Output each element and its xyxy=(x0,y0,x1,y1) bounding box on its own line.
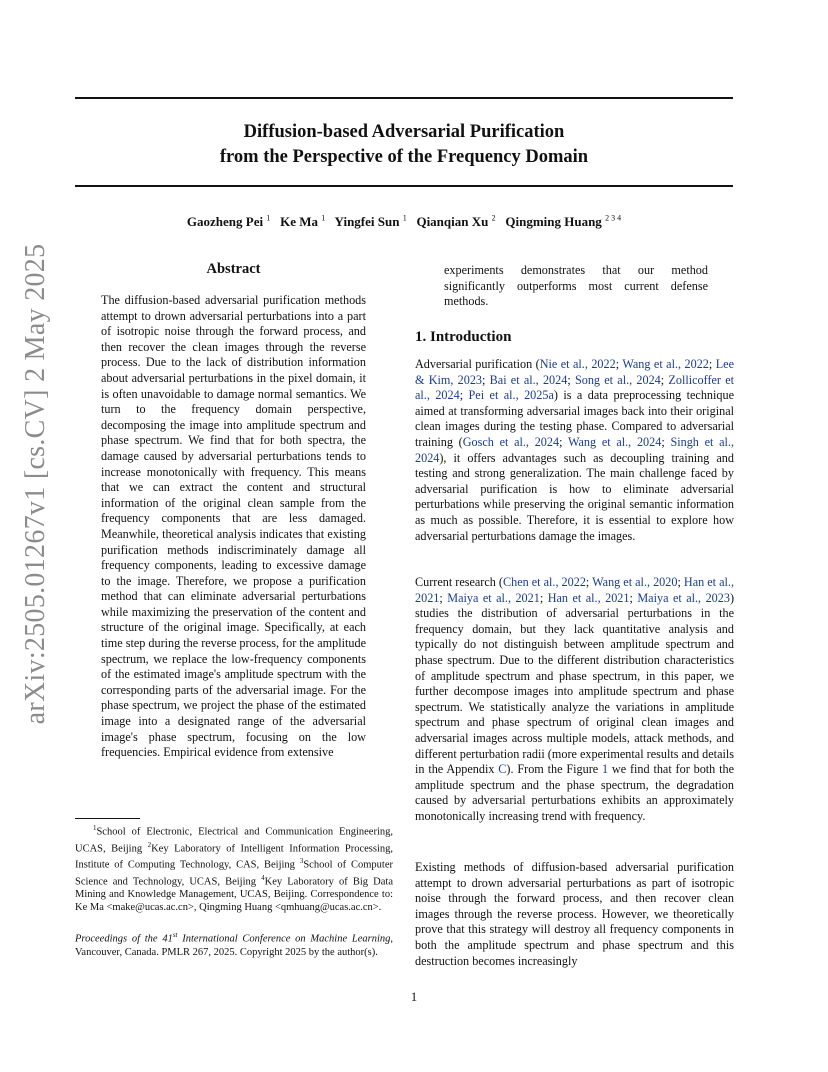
abstract-text: The diffusion-based adversarial purification methods attempt to drown adversarial perturbations into a part of isotropic noise through the forward process, and then recover the clean images through the reverse process. Due to the lack of distribution information about adversarial perturbations in the pixel domain, it is often unavoidable to damage normal semantics. We turn to the frequency domain perspective, decomposing the image into amplitude spectrum and phase spectrum. We find that for both spectra, the damage caused by adversarial perturbations tends to increase monotonically with frequency. This means that we can extract the content and structural information of the original clean sample from the frequency components that are less damaged. Meanwhile, theoretical analysis indicates that existing purification methods indiscriminately damage all frequency components, leading to excessive damage to the image. Therefore, we propose a purification method that can eliminate adversarial perturbations while maximizing the preservation of the content and structure of the original image. Specifically, at each time step during the reverse process, for the amplitude spectrum, we replace the low-frequency components of the estimated image's amplitude spectrum with the corresponding parts of the adversarial image. For the phase spectrum, we project the phase of the estimated image into a designated range of the adversarial image's phase spectrum, focusing on the low frequencies. Empirical evidence from extensive xyxy=(101,293,366,760)
appendix-link[interactable]: C xyxy=(498,762,507,777)
citation-link[interactable]: Song et al., 2024 xyxy=(574,372,661,387)
footnote-rule xyxy=(75,818,140,819)
author: Ke Ma $^1$ xyxy=(280,214,326,230)
citation-link[interactable]: Wang et al., 2024 xyxy=(567,434,662,449)
paper-title xyxy=(75,120,733,170)
citation-link[interactable]: Maiya et al., 2021 xyxy=(447,590,540,605)
citation-link[interactable]: Bai et al., 2024 xyxy=(489,372,568,387)
author: Gaozheng Pei $^1$ xyxy=(186,214,271,230)
title-line-2: from the Perspective of the Frequency Domain xyxy=(219,147,589,167)
proceedings-note: Proceedings of the 41st International Conference on Machine Learning, Vancouver, Canada. PMLR 267, 2025. Copyright 2025 by the author(s). xyxy=(75,931,393,958)
author: Qingming Huang $^{2 3 4}$ xyxy=(505,214,622,230)
citation-link[interactable]: Zollicoffer et al., 2024 xyxy=(415,372,734,403)
figure-link[interactable]: 1 xyxy=(602,762,609,777)
citation-link[interactable]: Wang et al., 2020 xyxy=(592,575,678,589)
affiliations-footnote: $^1$School of Electronic, Electrical and Communication Engineering, UCAS, Beijing $^2$Key Laboratory of Intelligent Information Processing, Institute of Computing Technology, CAS, Beijing $^3$School of Computer Science and Technology, UCAS, Beijing $^4$Key Laboratory of Big Data Mining and Knowledge Management, UCAS, Beijing. Correspondence to: Ke Ma <make@ucas.ac.cn>, Qingming Huang <qmhuang@ucas.ac.cn>. xyxy=(75,824,394,913)
author-list xyxy=(75,214,733,230)
citation-link[interactable]: Nie et al., 2022 xyxy=(539,357,616,371)
citation-link[interactable]: Wang et al., 2022 xyxy=(622,357,709,371)
section-heading-introduction: 1. Introduction xyxy=(415,329,512,345)
title-rule-bottom xyxy=(75,185,733,187)
abstract-continuation: experiments demonstrates that our method significantly outperforms most current defense methods. xyxy=(444,263,708,309)
title-rule-top xyxy=(75,97,733,99)
citation-link[interactable]: Pei et al., 2025a xyxy=(468,388,554,403)
citation-link[interactable]: Lee & Kim, 2023 xyxy=(415,357,734,387)
page-number: 1 xyxy=(410,990,418,1004)
author: Qianqian Xu $^2$ xyxy=(416,214,496,230)
title-line-1: Diffusion-based Adversarial Purification xyxy=(243,122,565,142)
abstract-body xyxy=(101,293,366,761)
author: Yingfei Sun $^1$ xyxy=(334,214,407,230)
abstract-heading: Abstract xyxy=(206,261,261,277)
citation-link[interactable]: Han et al., 2021 xyxy=(547,590,630,605)
arxiv-identifier: arXiv:2505.01267v1 [cs.CV] 2 May 2025 xyxy=(20,243,51,725)
intro-paragraph-1: Adversarial purification (Nie et al., 2022; Wang et al., 2022; Lee & Kim, 2023; Bai et al., 2024; Song et al., 2024; Zollicoffer et al., 2024; Pei et al., 2025a) is a data preprocessing technique aimed at transforming adversarial images back into their original clean images during the testing phase. Compared to adversarial training (Gosch et al., 2024; Wang et al., 2024; Singh et al., 2024), it offers advantages such as decoupling training and testing and strong generalization. The main challenge faced by adversarial purification is how to eliminate adversarial perturbations while preserving the original semantic information as much as possible. Therefore, it is essential to explore how adversarial perturbations damage the images. xyxy=(415,357,735,543)
citation-link[interactable]: Chen et al., 2022 xyxy=(502,575,586,589)
citation-link[interactable]: Maiya et al., 2023 xyxy=(637,590,730,605)
intro-paragraph-2: Current research (Chen et al., 2022; Wang et al., 2020; Han et al., 2021; Maiya et al., 2021; Han et al., 2021; Maiya et al., 2023) studies the distribution of adversarial perturbations in the frequency domain, but they lack quantitative analysis and typically do not distinguish between amplitude spectrum and phase spectrum. Due to the different distribution characteristics of amplitude spectrum and phase spectrum, in this paper, we further decompose images into amplitude spectrum and phase spectrum. We statistically analyze the variations in amplitude spectrum and phase spectrum of original clean images and adversarial images across multiple models, attack methods, and different perturbation radii (more experimental results and details in the Appendix C). From the Figure 1 we find that for both the amplitude spectrum and the phase spectrum, the degradation caused by adversarial perturbations exhibits an approximately monotonically increasing trend with frequency. xyxy=(415,575,735,823)
citation-link[interactable]: Singh et al., 2024 xyxy=(415,434,735,465)
intro-paragraph-3: Existing methods of diffusion-based adversarial purification attempt to drown adversarial perturbations as part of isotropic noise through the forward process, and then recover clean images through the reverse process. However, we theoretically prove that this strategy will destroy all frequency components in both the amplitude spectrum and phase spectrum and this destruction becomes increasingly xyxy=(415,860,734,968)
citation-link[interactable]: Gosch et al., 2024 xyxy=(462,434,560,449)
citation-link[interactable]: Han et al., 2021 xyxy=(415,575,734,605)
